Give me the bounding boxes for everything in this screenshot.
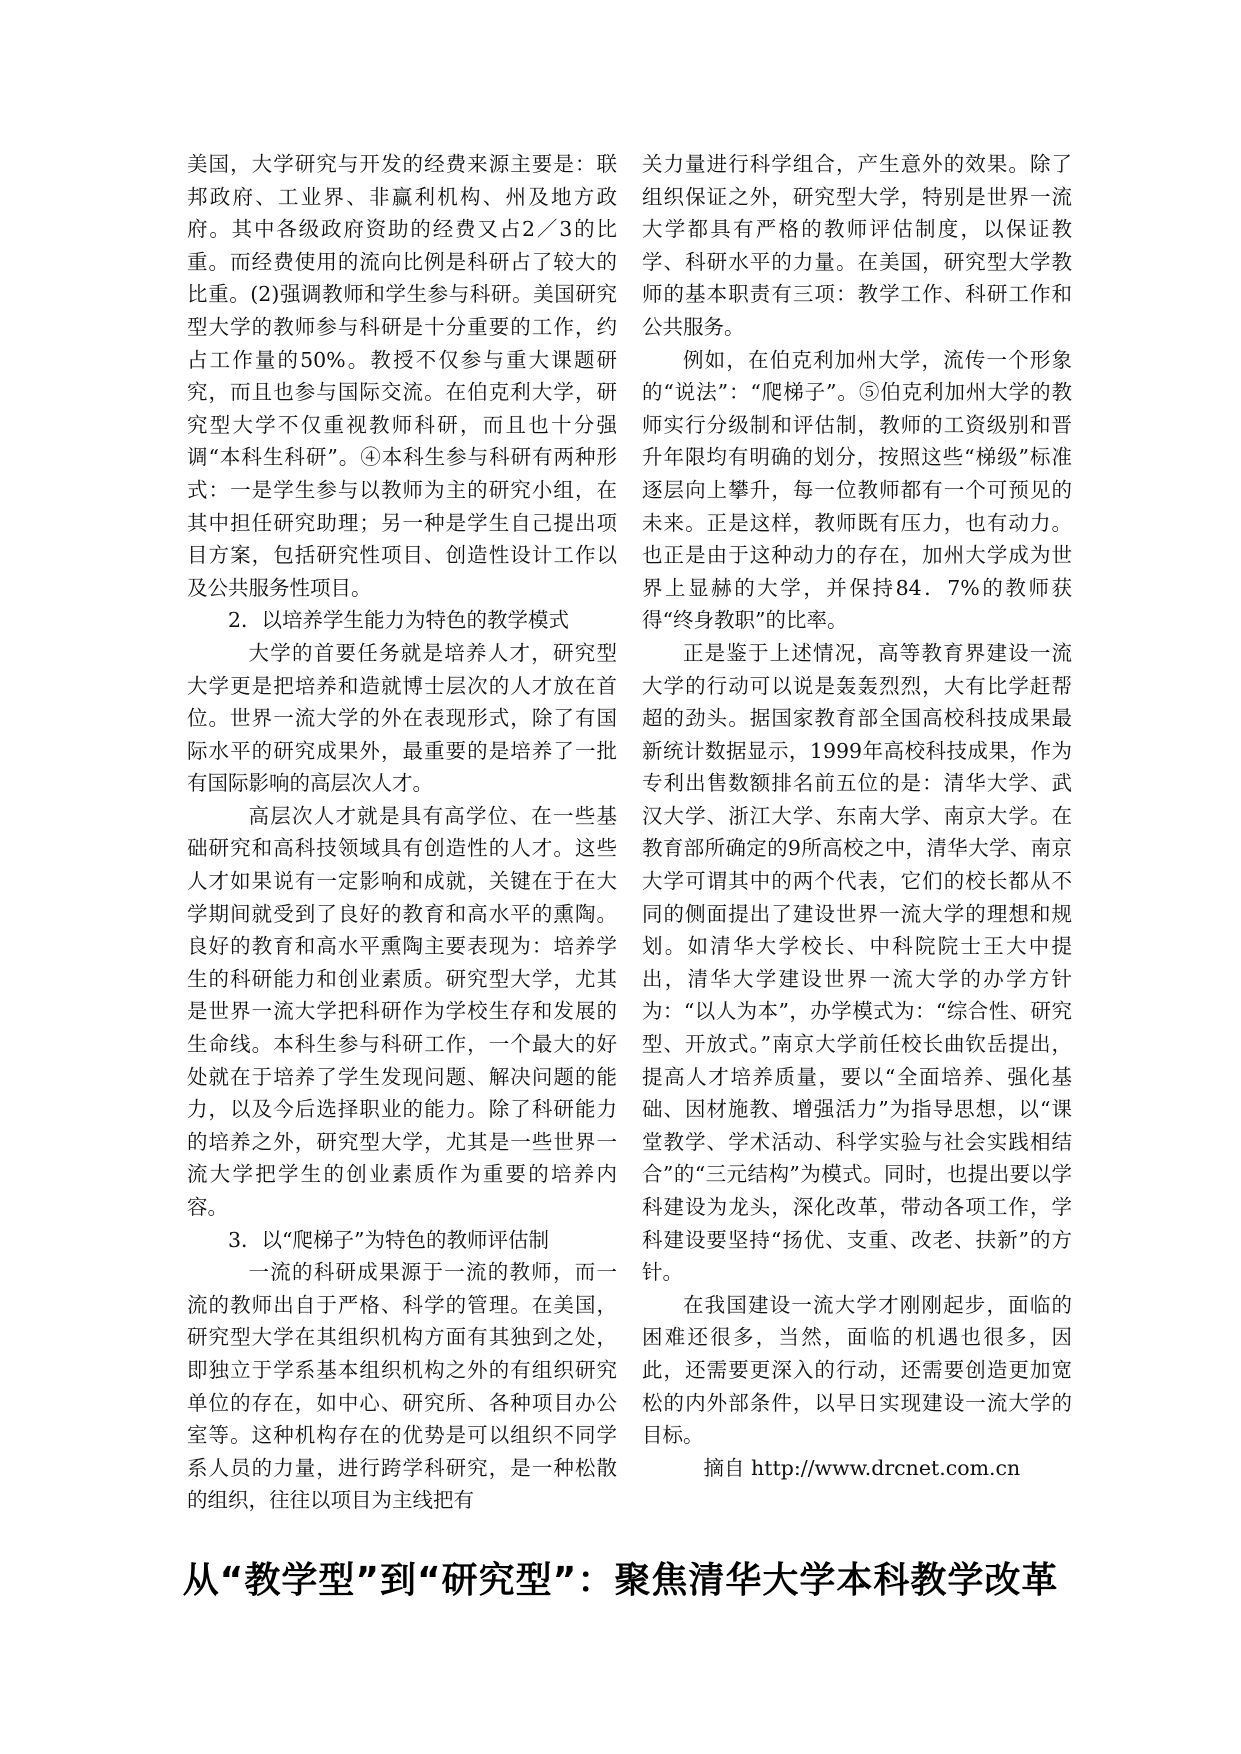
right-column [642, 148, 1072, 1484]
paragraph-talent-cultivation: 大学的首要任务就是培养人才，研究型大学更是把培养和造就博士层次的人才放在首位。世界一流大学的外在表现形式，除了有国际水平的研究成果外，最重要的是培养了一批有国际影响的高层次人才。 [187, 640, 617, 796]
paragraph-funding-sources: 美国，大学研究与开发的经费来源主要是：联邦政府、工业界、非赢利机构、州及地方政府。其中各级政府资助的经费又占2／3的比重。而经费使用的流向比例是科研占了较大的比重。(2)强调教师和学生参与科研。美国研究型大学的教师参与科研是十分重要的工作，约占工作量的50%。教授不仅参与重大课题研究，而且也参与国际交流。在伯克利大学，研究型大学不仅重视教师科研，而且也十分强调“本科生科研”。④本科生参与科研有两种形式：一是学生参与以教师为主的研究小组，在其中担任研究助理；另一种是学生自己提出项目方案，包括研究性项目、创造性设计工作以及公共服务性项目。 [187, 152, 617, 600]
paragraph-china-first-class: 正是鉴于上述情况，高等教育界建设一流大学的行动可以说是轰轰烈烈，大有比学赶帮超的劲头。据国家教育部全国高校科技成果最新统计数据显示，1999年高校科技成果，作为专利出售数额排名前五位的是：清华大学、武汉大学、浙江大学、东南大学、南京大学。在教育部所确定的9所高校之中，清华大学、南京大学可谓其中的两个代表，它们的校长都从不同的侧面提出了建设世界一流大学的理想和规划。如清华大学校长、中科院院士王大中提出，清华大学建设世界一流大学的办学方针为：“以人为本”，办学模式为：“综合性、研究型、开放式。”南京大学前任校长曲钦岳提出，提高人才培养质量，要以“全面培养、强化基础、因材施教、增强活力”为指导思想，以“课堂教学、学术活动、科学实验与社会实践相结合”的“三元结构”为模式。同时，也提出要以学科建设为龙头，深化改革，带动各项工作，学科建设要坚持“扬优、支重、改老、扶新”的方针。 [642, 640, 1072, 1285]
left-column [187, 148, 617, 1517]
paragraph-organization-guarantee: 关力量进行科学组合，产生意外的效果。除了组织保证之外，研究型大学，特别是世界一流大学都具有严格的教师评估制度，以保证教学、科研水平的力量。在美国，研究型大学教师的基本职责有三项：教学工作、科研工作和公共服务。 [642, 152, 1072, 339]
section-heading-teaching-model: 2．以培养学生能力为特色的教学模式 [228, 608, 570, 633]
source-citation: 摘自 http://www.drcnet.com.cn [703, 1455, 1021, 1480]
paragraph-first-class-faculty: 一流的科研成果源于一流的教师，而一流的教师出自于严格、科学的管理。在美国，研究型大学在其组织机构方面有其独到之处，即独立于学系基本组织机构之外的有组织研究单位的存在，如中心、研究所、各种项目办公室等。这种机构存在的优势是可以组织不同学系人员的力量，进行跨学科研究，是一种松散的组织，往往以项目为主线把有 [187, 1260, 617, 1513]
section-heading-teacher-evaluation: 3．以“爬梯子”为特色的教师评估制 [228, 1227, 550, 1252]
paragraph-climbing-ladder: 例如，在伯克利加州大学，流传一个形象的“说法”：“爬梯子”。⑤伯克利加州大学的教师实行分级制和评估制，教师的工资级别和晋升年限均有明确的划分，按照这些“梯级”标准逐层向上攀升，每一位教师都有一个可预见的未来。正是这样，教师既有压力，也有动力。也正是由于这种动力的存在，加州大学成为世界上显赫的大学，并保持84．7%的教师获得“终身教职”的比率。 [642, 347, 1072, 633]
paragraph-conclusion: 在我国建设一流大学才刚刚起步，面临的困难还很多，当然，面临的机遇也很多，因此，还需要更深入的行动，还需要创造更加宽松的内外部条件，以早日实现建设一流大学的目标。 [642, 1292, 1072, 1448]
paragraph-high-level-talent: 高层次人才就是具有高学位、在一些基础研究和高科技领域具有创造性的人才。这些人才如果说有一定影响和成就，关键在于在大学期间就受到了良好的教育和高水平的熏陶。良好的教育和高水平熏陶主要表现为：培养学生的科研能力和创业素质。研究型大学，尤其是世界一流大学把科研作为学校生存和发展的生命线。本科生参与科研工作，一个最大的好处就在于培养了学生发现问题、解决问题的能力，以及今后选择职业的能力。除了科研能力的培养之外，研究型大学，尤其是一些世界一流大学把学生的创业素质作为重要的培养内容。 [187, 803, 617, 1219]
next-article-title: 从“教学型”到“研究型”：聚焦清华大学本科教学改革 [182, 1560, 1059, 1601]
